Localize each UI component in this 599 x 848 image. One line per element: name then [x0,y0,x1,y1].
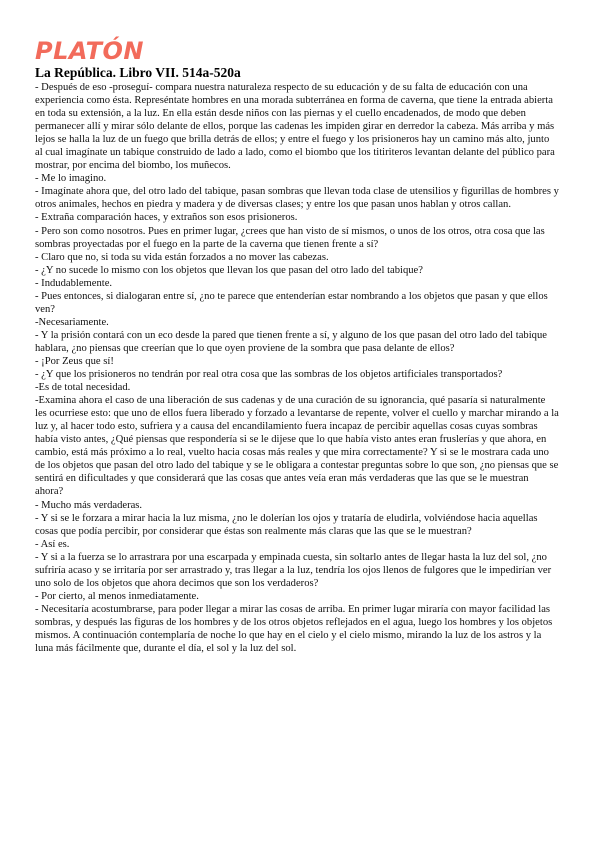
document-page [35,38,559,655]
paragraph: - Mucho más verdaderas. [35,499,143,511]
paragraph: - Y si a la fuerza se lo arrastrara por una escarpada y empinada cuesta, sin soltarlo antes de llegar hasta la luz del sol, ¿no sufriría acaso y se irritaría por ser arrastrado y, tras llegar a la luz, tendría los ojos llenos de fulgores que le impedirían ver uno solo de los objetos que ahora decimos que son los verdaderos? [35,551,552,589]
paragraph: - Necesitaría acostumbrarse, para poder llegar a mirar las cosas de arriba. En primer lugar miraría con mayor facilidad las sombras, y después las figuras de los hombres y de los otros objetos reflejados en el agua, luego los hombres y los objetos mismos. A continuación contemplaría de noche lo que hay en el cielo y el cielo mismo, mirando la luz de los astros y la luna más fácilmente que, durante el día, el sol y la luz del sol. [35,603,553,655]
paragraph: - Claro que no, si toda su vida están forzados a no mover las cabezas. [35,251,329,263]
paragraph: - Y si se le forzara a mirar hacia la luz misma, ¿no le dolerían los ojos y trataría de eludirla, volviéndose hacia aquellas cosas que podía percibir, por considerar que éstas son realmente más claras que las que se le muestran? [35,512,538,537]
paragraph: - Pues entonces, si dialogaran entre sí, ¿no te parece que entenderían estar nombrando a los objetos que pasan y que ellos ven? [35,290,548,315]
paragraph: - ¿Y que los prisioneros no tendrán por real otra cosa que las sombras de los objetos artificiales transportados? [35,369,503,381]
paragraph: -Es de total necesidad. [35,382,131,394]
paragraph: - Indudablemente. [35,277,113,289]
paragraph: - Pero son como nosotros. Pues en primer lugar, ¿crees que han visto de sí mismos, o unos de los otros, otra cosa que las sombras proyectadas por el fuego en la parte de la caverna que tienen frente a sí? [35,225,545,250]
paragraph: - Y la prisión contará con un eco desde la pared que tienen frente a sí, y alguno de los que pasan del otro lado del tabique hablara, ¿no piensas que creerían que lo que oyen proviene de la sombra que pasa delante de ellos? [35,329,547,354]
paragraph: - ¿Y no sucede lo mismo con los objetos que llevan los que pasan del otro lado del tabique? [35,264,423,276]
paragraph: - Me lo imagino. [35,173,107,185]
paragraph: -Examina ahora el caso de una liberación de sus cadenas y de una curación de su ignorancia, qué pasaría si naturalmente les ocurriese esto: que uno de ellos fuera liberado y forzado a levantarse de repente, volver el cuello y marchar mirando a la luz y, al hacer todo esto, sufriera y a causa del encandilamiento fuera incapaz de percibir aquellas cosas cuyas sombras había visto antes, ¿Qué piensas que respondería si se le dijese que lo que había visto antes eran fruslerías y que ahora, en cambio, está más próximo a lo real, vuelto hacia cosas más reales y que mira correctamente? Y si se le mostrara cada uno de los objetos que pasan del otro lado del tabique y se le obligara a contestar preguntas sobre lo que son, ¿no piensas que se sentirá en dificultades y que considerará que las cosas que antes veía eran más verdaderas que las que se le muestran ahora? [35,395,559,498]
author-logo: PLATÓN [35,37,145,65]
paragraph: -Necesariamente. [35,316,109,328]
paragraph: - ¡Por Zeus que sí! [35,355,114,367]
paragraph: - Así es. [35,538,70,550]
paragraph: - Imagínate ahora que, del otro lado del tabique, pasan sombras que llevan toda clase de utensilios y figurillas de hombres y otros animales, hechos en piedra y madera y de diversas clases; y entre los que pasan unos hablan y otros callan. [35,186,559,211]
paragraph: - Después de eso -proseguí- compara nuestra naturaleza respecto de su educación y de su falta de educación con una experiencia como ésta. Represéntate hombres en una morada subterránea en forma de caverna, que tiene la entrada abierta en toda su extensión, a la luz. En ella están desde niños con las piernas y el cuello encadenados, de modo que deben permanecer allí y mirar sólo delante de ellos, porque las cadenas les impiden girar en derredor la cabeza. Más arriba y más lejos se halla la luz de un fuego que brilla detrás de ellos; y entre el fuego y los prisioneros hay un camino más alto, junto al cual imagínate un tabique construido de lado a lado, como el biombo que los titiriteros levantan delante del público para mostrar, por encima del biombo, los muñecos. [35,82,555,172]
dialogue-body [35,81,559,655]
paragraph: - Extraña comparación haces, y extraños son esos prisioneros. [35,212,298,224]
paragraph: - Por cierto, al menos inmediatamente. [35,590,199,602]
document-title: La República. Libro VII. 514a-520a [35,65,241,80]
